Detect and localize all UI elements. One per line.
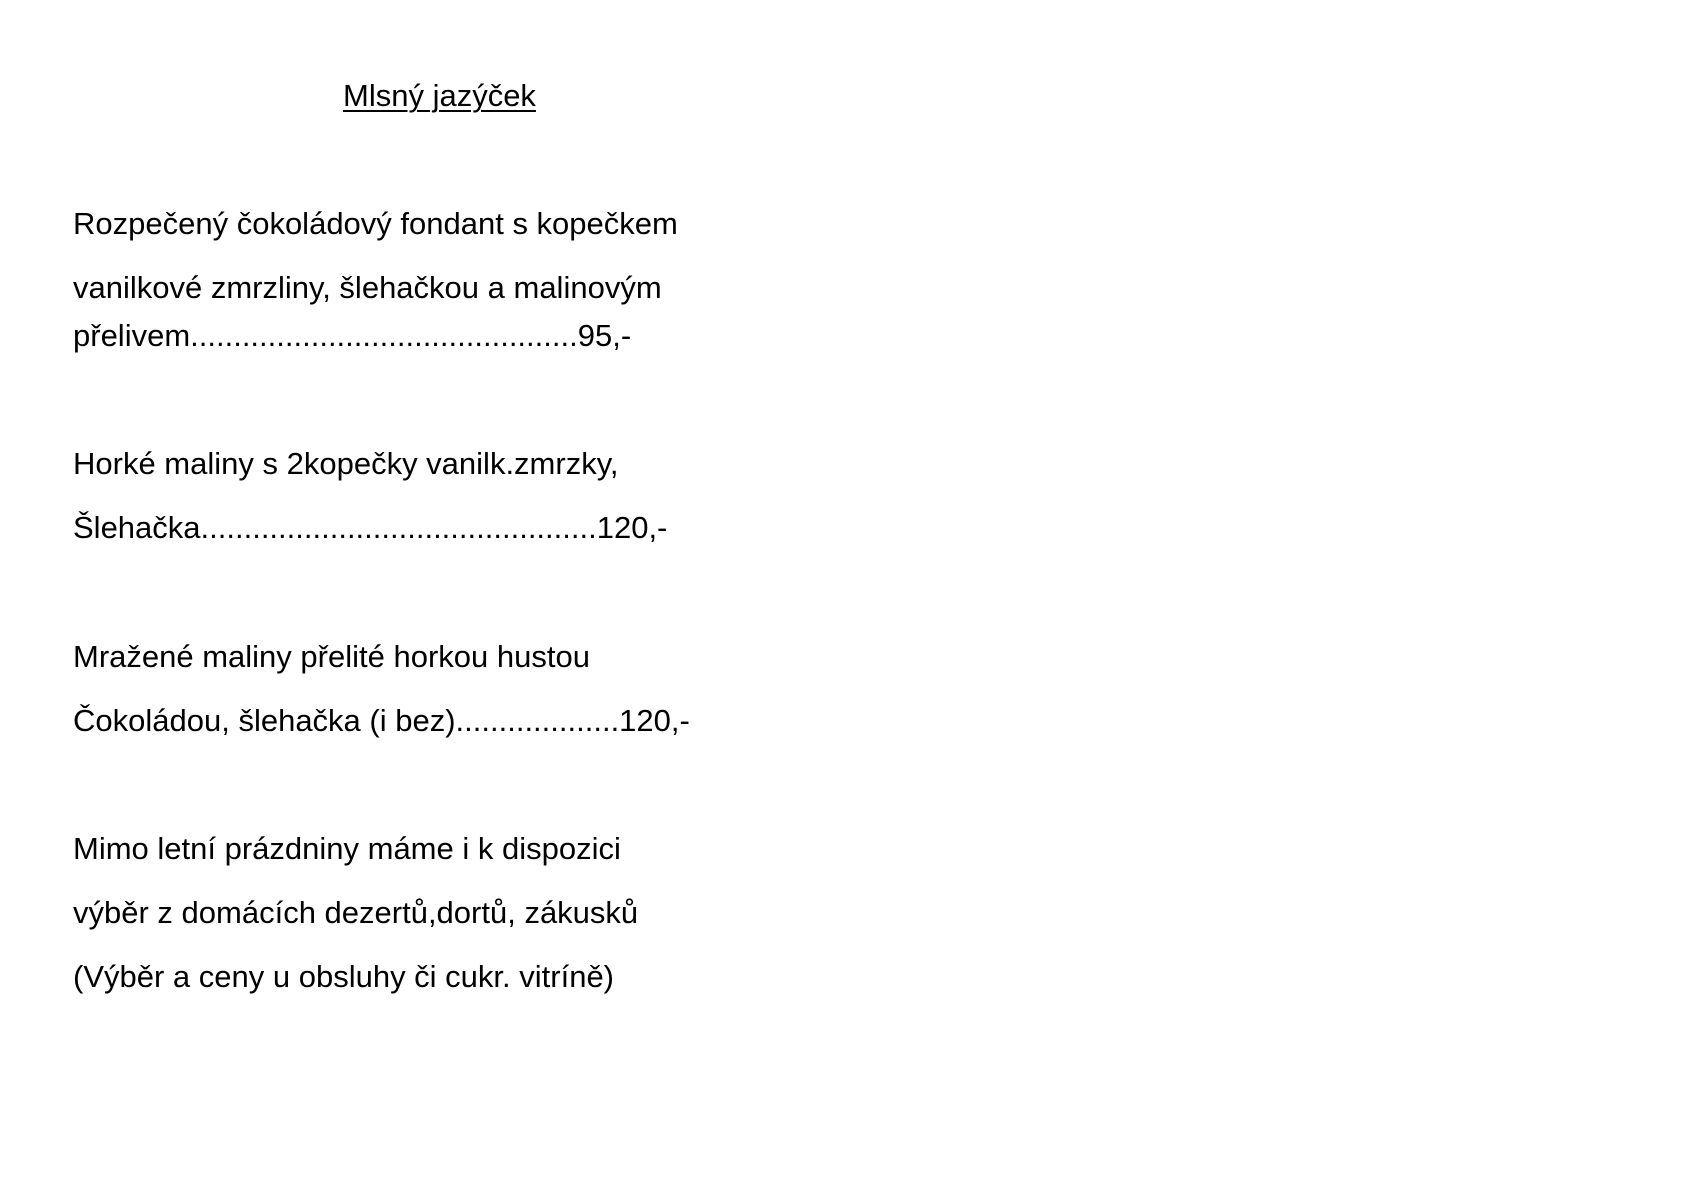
note-line: výběr z domácích dezertů,dortů, zákusků	[73, 895, 639, 930]
menu-title: Mlsný jazýček	[343, 78, 536, 113]
menu-item-line: Horké maliny s 2kopečky vanilk.zmrzky,	[73, 446, 619, 481]
menu-item-price-line: Čokoládou, šlehačka (i bez)...................120,-	[73, 703, 690, 738]
menu-item-line: Mražené maliny přelité horkou hustou	[73, 639, 590, 674]
menu-item-line: vanilkové zmrzliny, šlehačkou a malinovým	[73, 270, 662, 305]
menu-item-line: Rozpečený čokoládový fondant s kopečkem	[73, 206, 678, 241]
menu-item-price-line: Šlehačka..............................................120,-	[73, 510, 668, 545]
menu-item-price-line: přelivem.............................................95,-	[73, 318, 632, 353]
note-line: Mimo letní prázdniny máme i k dispozici	[73, 831, 621, 866]
note-line: (Výběr a ceny u obsluhy či cukr. vitríně)	[73, 959, 615, 994]
